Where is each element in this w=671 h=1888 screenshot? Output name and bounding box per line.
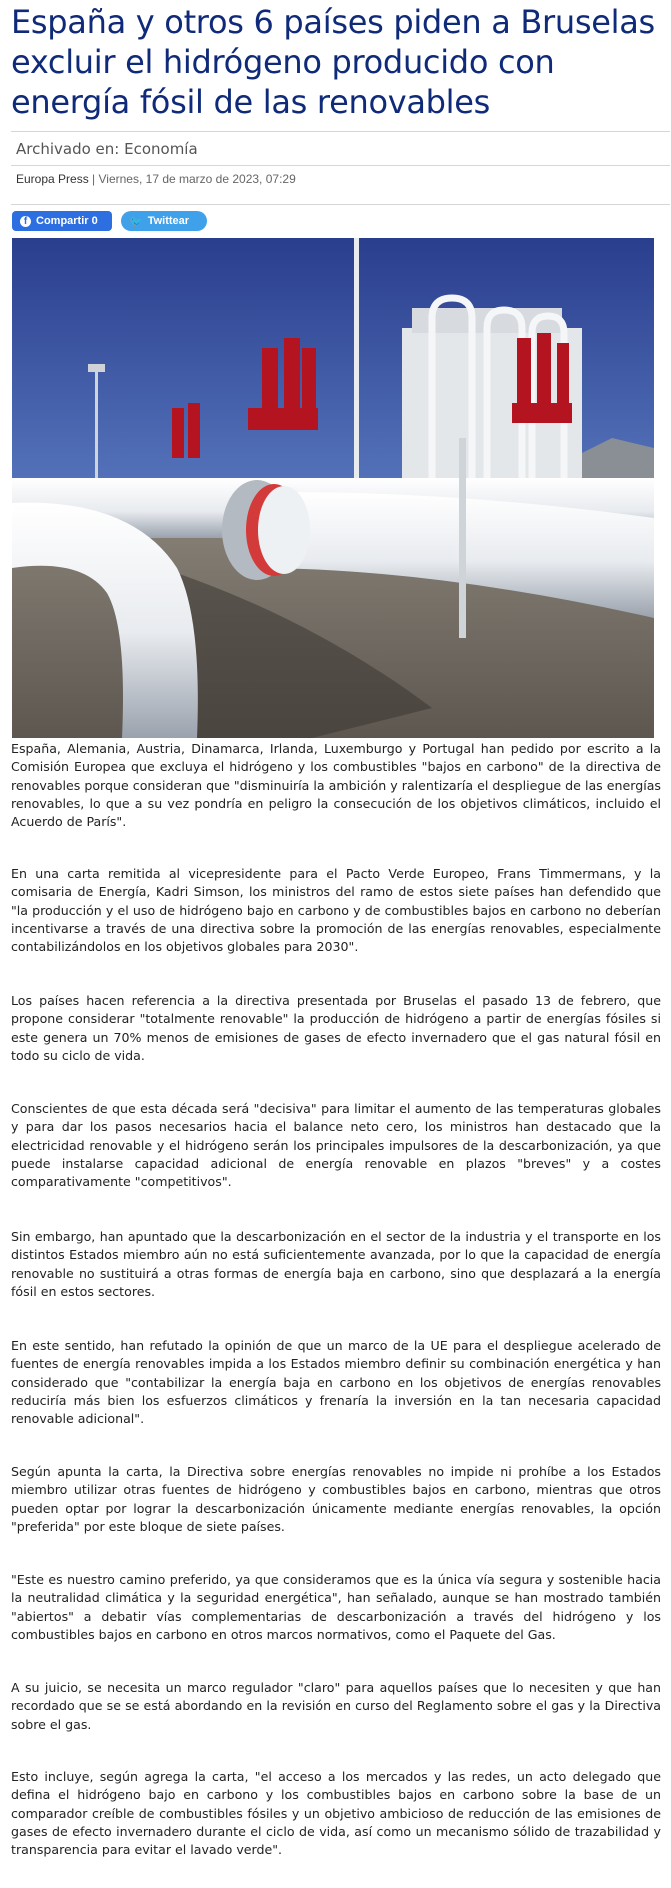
facebook-share-button[interactable] <box>12 211 112 231</box>
article-paragraph: España, Alemania, Austria, Dinamarca, Irlanda, Luxemburgo y Portugal han pedido por escrito a la Comisión Europea que excluya el hidrógeno y los combustibles "bajos en carbono" de la directiva de renovables porque consideran que "disminuiría la ambición y ralentizaría el despliegue de las energías renovables, lo que a su vez pondría en peligro la consecución de los objetivos climáticos, incluido el Acuerdo de París". <box>11 741 661 830</box>
article-photo <box>12 238 654 738</box>
article-paragraph: Sin embargo, han apuntado que la descarbonización en el sector de la industria y el transporte en los distintos Estados miembro aún no está suficientemente avanzada, por lo que la capacidad de energía renovable no sustituirá a otras formas de energía baja en carbono, sino que desplazará a la energía fósil en estos sectores. <box>11 1229 661 1299</box>
archived-category[interactable]: Archivado en: Economía <box>16 140 198 158</box>
divider <box>11 131 670 132</box>
article-paragraph: Conscientes de que esta década será "decisiva" para limitar el aumento de las temperaturas globales y para dar los pasos necesarios hacia el balance neto cero, los ministros han destacado que la electricidad renovable y el hidrógeno serán los principales impulsores de la descarbonización, ya que puede instalarse capacidad adicional de energía renovable en plazos "breves" y a costes comparativamente "competitivos". <box>11 1101 661 1190</box>
divider <box>11 204 670 205</box>
twitter-share-label: Twittear <box>147 215 190 227</box>
source-name: Europa Press <box>16 172 89 186</box>
divider <box>11 165 670 166</box>
article-paragraph: "Este es nuestro camino preferido, ya que consideramos que es la única vía segura y sostenible hacia la neutralidad climática y la seguridad energética", han señalado, aunque se han mostrado también "abiertos" a debatir vías complementarias de descarbonización a través del hidrógeno y los combustibles bajos en carbono en otros marcos normativos, como el Paquete del Gas. <box>11 1572 661 1642</box>
twitter-icon: 🐦 <box>129 215 143 228</box>
publish-date: Viernes, 17 de marzo de 2023, 07:29 <box>98 172 296 186</box>
article-paragraph: A su juicio, se necesita un marco regulador "claro" para aquellos países que lo necesiten y que han recordado que se se está abordando en la revisión en curso del Reglamento sobre el gas y la Directiva sobre el gas. <box>11 1680 661 1732</box>
article-paragraph: Según apunta la carta, la Directiva sobre energías renovables no impide ni prohíbe a los Estados miembro utilizar otras fuentes de hidrógeno y combustibles bajos en carbono, mientras que otros pueden optar por lograr la descarbonización únicamente mediante energías renovables, la opción "preferida" por este bloque de siete países. <box>11 1464 661 1534</box>
article-paragraph: Los países hacen referencia a la directiva presentada por Bruselas el pasado 13 de febrero, que propone considerar "totalmente renovable" la producción de hidrógeno a partir de energías fósiles si este genera un 70% menos de emisiones de gases de efecto invernadero que el gas natural fósil en todo su ciclo de vida. <box>11 993 661 1063</box>
byline-separator: | <box>88 172 99 186</box>
article-paragraph: Esto incluye, según agrega la carta, "el acceso a los mercados y las redes, un acto delegado que defina el hidrógeno bajo en carbono y los combustibles bajos en carbono sobre la base de un comparador creíble de combustibles fósiles y un objetivo ambicioso de reducción de las emisiones de gases de efecto invernadero durante el ciclo de vida, así como un mecanismo sólido de trazabilidad y transparencia para evitar el lavado verde". <box>11 1769 661 1858</box>
article-paragraph: En este sentido, han refutado la opinión de que un marco de la UE para el despliegue acelerado de fuentes de energía renovables impida a los Estados miembro definir su combinación energética y han considerado que "contabilizar la energía baja en carbono en los objetivos de energías renovables reduciría más bien los esfuerzos climáticos y frenaría la inversión en la tan necesaria capacidad renovable adicional". <box>11 1338 661 1427</box>
facebook-share-label: Compartir 0 <box>36 215 98 227</box>
article-headline: España y otros 6 países piden a Bruselas excluir el hidrógeno producido con energía fósil de las renovables <box>11 3 655 121</box>
article-paragraph: En una carta remitida al vicepresidente para el Pacto Verde Europeo, Frans Timmermans, y la comisaria de Energía, Kadri Simson, los ministros del ramo de estos siete países han defendido que "la producción y el uso de hidrógeno bajo en carbono y de combustibles bajos en carbono no deberían incentivarse a través de una directiva sobre la promoción de las energías renovables, especialmente contabilizándolos en los objetivos globales para 2030". <box>11 866 661 955</box>
twitter-share-button[interactable] <box>121 211 207 231</box>
facebook-icon: f <box>20 216 31 227</box>
byline <box>16 171 296 187</box>
